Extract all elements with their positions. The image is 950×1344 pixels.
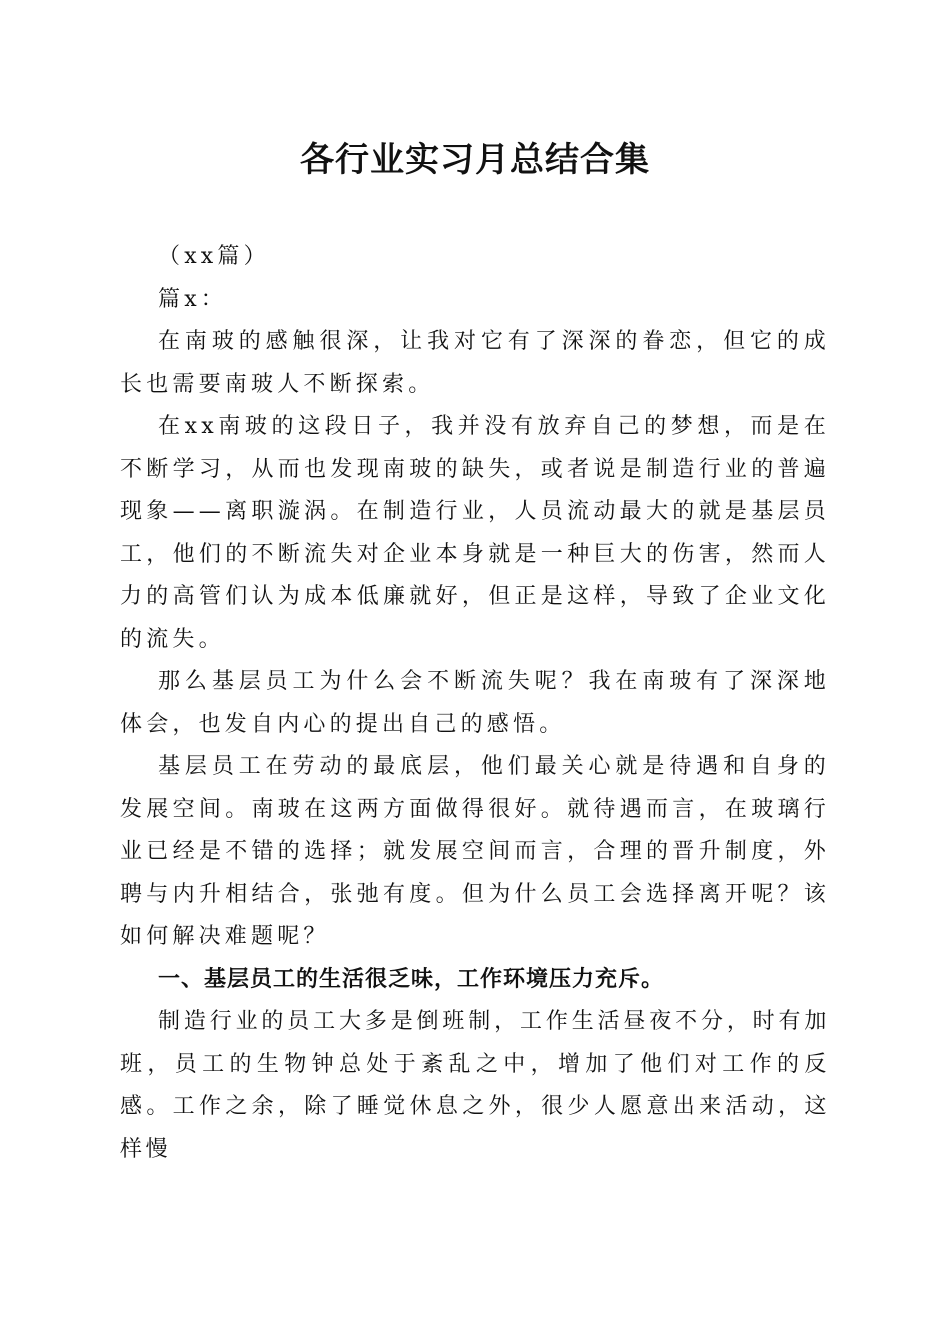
- section-heading: 一、基层员工的生活很乏味，工作环境压力充斥。: [158, 966, 665, 992]
- body-paragraph: 制造行业的员工大多是倒班制，工作生活昼夜不分，时有加班，员工的生物钟总处于紊乱之中，增加了他们对工作的反感。工作之余，除了睡觉休息之外，很少人愿意出来活动，这样慢: [120, 1009, 830, 1162]
- article-label: 篇x：: [158, 286, 228, 312]
- body-paragraph: 在南玻的感触很深，让我对它有了深深的眷恋，但它的成长也需要南玻人不断探索。: [120, 329, 830, 397]
- document-title: 各行业实习月总结合集: [300, 140, 650, 180]
- article-count-note: （xx篇）: [158, 244, 270, 269]
- body-paragraph: 在xx南玻的这段日子，我并没有放弃自己的梦想，而是在不断学习，从而也发现南玻的缺失，或者说是制造行业的普遍现象——离职漩涡。在制造行业，人员流动最大的就是基层员工，他们的不断流失对企业本身就是一种巨大的伤害，然而人力的高管们认为成本低廉就好，但正是这样，导致了企业文化的流失。: [120, 414, 830, 652]
- body-paragraph: 基层员工在劳动的最底层，他们最关心就是待遇和自身的发展空间。南玻在这两方面做得很好。就待遇而言，在玻璃行业已经是不错的选择；就发展空间而言，合理的晋升制度，外聘与内升相结合，张弛有度。但为什么员工会选择离开呢？该如何解决难题呢？: [120, 754, 830, 949]
- body-paragraph: 那么基层员工为什么会不断流失呢？我在南玻有了深深地体会，也发自内心的提出自己的感悟。: [120, 669, 830, 737]
- document-body: [120, 236, 830, 1171]
